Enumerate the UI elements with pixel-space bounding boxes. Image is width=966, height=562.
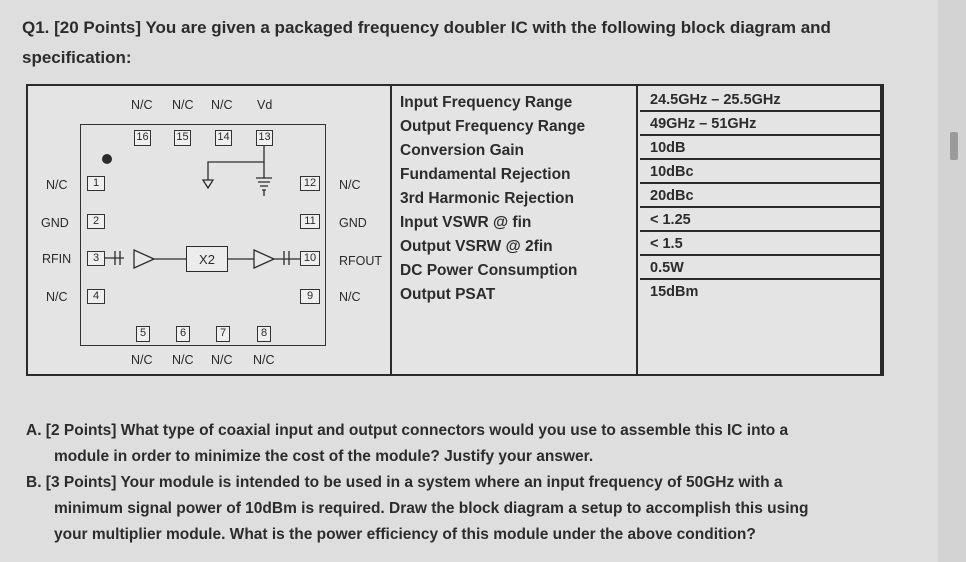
spec-param-column — [400, 91, 585, 307]
scrollbar-thumb[interactable] — [950, 132, 958, 160]
spec-value: 20dBc — [650, 188, 694, 204]
pin-13: 13 — [256, 130, 273, 146]
left-label-1: N/C — [46, 178, 68, 192]
pin-12: 12 — [300, 176, 320, 191]
pin-14: 14 — [215, 130, 232, 146]
left-label-3: RFIN — [42, 252, 72, 266]
pin-5: 5 — [136, 326, 150, 342]
top-label-15: N/C — [172, 98, 194, 112]
left-label-4: N/C — [46, 290, 68, 304]
spec-param: Conversion Gain — [400, 142, 525, 159]
right-label-11: GND — [339, 216, 367, 230]
scrollbar-track[interactable] — [938, 0, 966, 562]
question-a-line1: A. [2 Points] What type of coaxial input and output connectors would you use to assemble this IC into a — [26, 422, 789, 439]
question-a-line2: module in order to minimize the cost of the module? Justify your answer. — [54, 448, 594, 465]
pin-3: 3 — [87, 251, 105, 266]
pin-6: 6 — [176, 326, 190, 342]
left-label-2: GND — [41, 216, 69, 230]
spec-value: 0.5W — [650, 260, 684, 276]
question-b-line1: B. [3 Points] Your module is intended to be used in a system where an input frequency of 50GHz with a — [26, 474, 783, 491]
bottom-label-8: N/C — [253, 353, 275, 367]
pin-10: 10 — [300, 251, 320, 266]
question-title-line2: specification: — [22, 48, 132, 67]
spec-param: Output Frequency Range — [400, 118, 586, 135]
spec-param: Output VSRW @ 2fin — [400, 238, 553, 255]
spec-param: Input VSWR @ fin — [400, 214, 532, 231]
spec-param: Fundamental Rejection — [400, 166, 571, 183]
pin-9: 9 — [300, 289, 320, 304]
spec-value: < 1.5 — [650, 236, 683, 252]
spec-value: 10dBc — [650, 164, 694, 180]
top-label-13: Vd — [257, 98, 273, 112]
spec-param: Input Frequency Range — [400, 94, 573, 111]
spec-value: 24.5GHz – 25.5GHz — [650, 92, 781, 108]
top-label-16: N/C — [131, 98, 153, 112]
spec-value: < 1.25 — [650, 212, 691, 228]
pin-7: 7 — [216, 326, 230, 342]
pin-16: 16 — [134, 130, 151, 146]
spec-value: 10dB — [650, 140, 686, 156]
doubler-block: X2 — [186, 246, 228, 272]
top-label-14: N/C — [211, 98, 233, 112]
spec-param: DC Power Consumption — [400, 262, 578, 279]
question-b-line3: your multiplier module. What is the power efficiency of this module under the above condition? — [54, 526, 756, 543]
pin-1: 1 — [87, 176, 105, 191]
spec-value: 49GHz – 51GHz — [650, 116, 757, 132]
pin-4: 4 — [87, 289, 105, 304]
right-label-12: N/C — [339, 178, 361, 192]
pin-15: 15 — [174, 130, 191, 146]
spec-value: 15dBm — [650, 284, 699, 300]
spec-param: Output PSAT — [400, 286, 496, 303]
bottom-label-6: N/C — [172, 353, 194, 367]
pin-11: 11 — [300, 214, 320, 229]
pin-2: 2 — [87, 214, 105, 229]
pin-8: 8 — [257, 326, 271, 342]
question-title-line1: Q1. [20 Points] You are given a packaged frequency doubler IC with the following block diagram and — [22, 18, 831, 37]
right-label-9: N/C — [339, 290, 361, 304]
bottom-label-5: N/C — [131, 353, 153, 367]
right-label-10: RFOUT — [339, 254, 383, 268]
bottom-label-7: N/C — [211, 353, 233, 367]
spec-param: 3rd Harmonic Rejection — [400, 190, 574, 207]
questions-block — [26, 418, 926, 548]
question-b-line2: minimum signal power of 10dBm is required. Draw the block diagram a setup to accomplish this using — [54, 500, 809, 517]
spec-value-column — [650, 88, 781, 304]
